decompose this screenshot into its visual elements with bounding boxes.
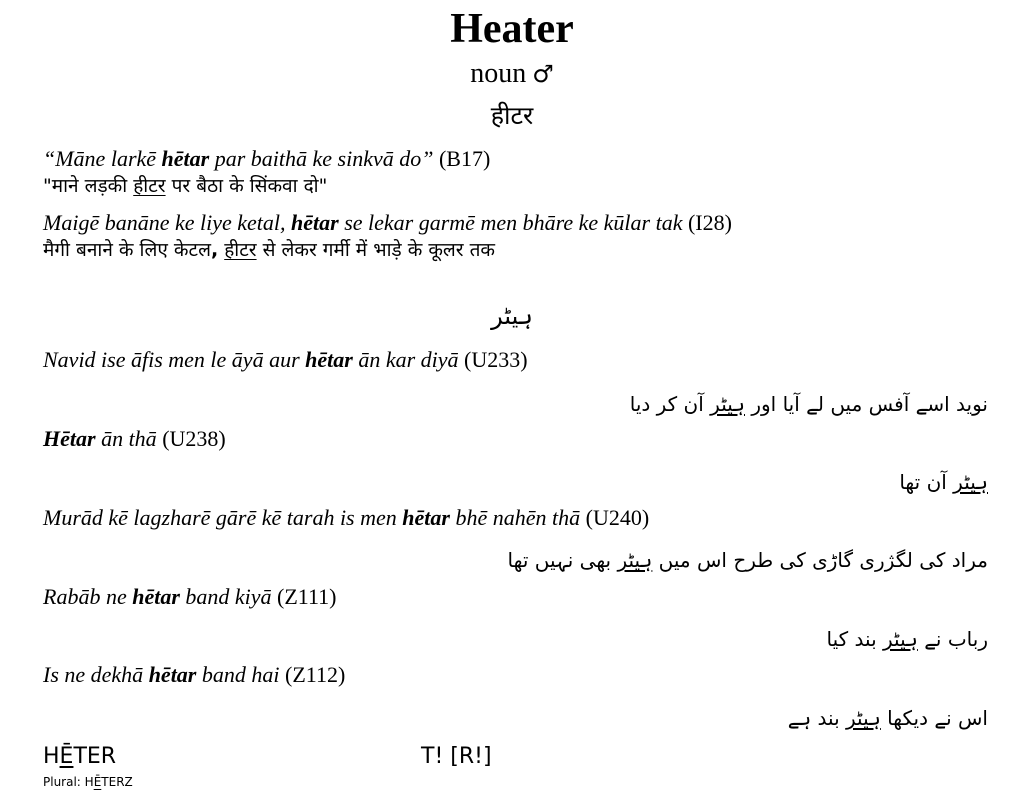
example-transliteration: Rabāb ne hētar band kiyā (Z111) <box>43 584 337 609</box>
keyword: ہیٹر <box>883 627 918 651</box>
example-source: (U238) <box>156 426 226 451</box>
example-urdu: رباب نے ہیٹر بند کیا <box>826 627 988 651</box>
example-transliteration: Is ne dekhā hētar band hai (Z112) <box>43 662 346 687</box>
example-source: (Z112) <box>279 662 346 687</box>
pronunciation: HĒTER <box>43 744 117 769</box>
headword: Heater <box>450 6 574 52</box>
keyword: hētar <box>148 662 197 687</box>
example-transliteration: Murād kē lagzharē gārē kē tarah is men hētar bhē nahēn thā (U240) <box>43 505 650 530</box>
keyword: ہیٹر <box>846 706 881 730</box>
pos-label: noun <box>470 58 527 89</box>
keyword: hētar <box>402 505 450 530</box>
keyword: hētar <box>291 210 339 235</box>
masculine-gender-icon: ♂ <box>532 60 554 88</box>
example-devanagari: मैगी बनाने के लिए केटल, हीटर से लेकर गर्मी में भाड़े के कूलर तक <box>43 239 496 261</box>
urdu-headword: ہیٹر <box>491 302 533 330</box>
plural-form: Plural: HĒTERZ <box>43 775 133 789</box>
keyword: hētar <box>161 146 210 171</box>
keyword: ہیٹر <box>953 470 988 494</box>
example-urdu: مراد کی لگژری گاڑی کی طرح اس میں ہیٹر بھی نہیں تھا <box>507 548 988 572</box>
keyword: hētar <box>132 584 180 609</box>
example-transliteration: Navid ise āfis men le āyā aur hētar ān kar diyā (U233) <box>43 347 528 372</box>
keyword: Hētar <box>43 426 96 451</box>
example-source: (B17) <box>433 146 491 171</box>
example-transliteration: “Māne larkē hētar par baithā ke sinkvā do” (B17) <box>43 146 491 171</box>
example-urdu: ہیٹر آن تھا <box>899 470 988 494</box>
devanagari-headword: हीटर <box>490 101 534 130</box>
example-source: (U233) <box>458 347 528 372</box>
example-source: (Z111) <box>271 584 337 609</box>
example-source: (U240) <box>580 505 650 530</box>
keyword: ہیٹر <box>617 548 653 572</box>
example-source: (I28) <box>682 210 732 235</box>
example-urdu: اس نے دیکھا ہیٹر بند ہے <box>787 706 988 730</box>
keyword: हीटर <box>133 175 166 197</box>
example-transliteration: Hētar ān thā (U238) <box>43 426 226 451</box>
example-urdu: نوید اسے آفس میں لے آیا اور ہیٹر آن کر دیا <box>629 392 988 416</box>
part-of-speech <box>0 57 1024 91</box>
stress-pattern: T! [R!] <box>421 744 492 769</box>
example-devanagari: "माने लड़की हीटर पर बैठा के सिंकवा दो" <box>43 175 328 197</box>
example-transliteration: Maigē banāne ke liye ketal, hētar se lekar garmē men bhāre ke kūlar tak (I28) <box>43 210 732 235</box>
keyword: hētar <box>305 347 353 372</box>
keyword: हीटर <box>224 239 257 261</box>
keyword: ہیٹر <box>710 392 745 416</box>
